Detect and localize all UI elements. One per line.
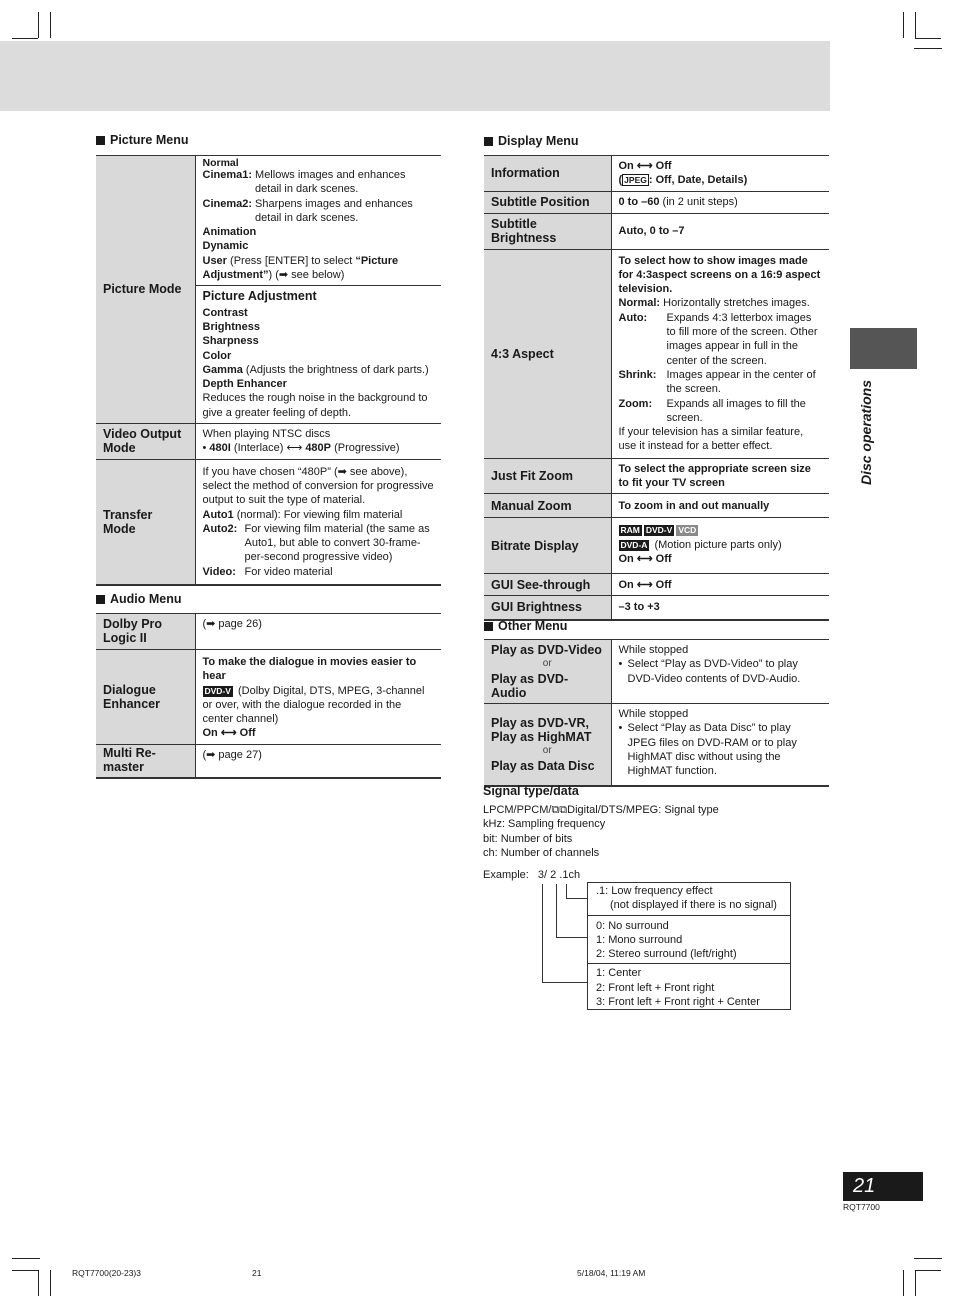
page-number: 21 bbox=[843, 1172, 923, 1201]
crop-mark bbox=[38, 12, 39, 38]
audio-menu-table bbox=[96, 613, 441, 779]
multi-remaster-label: Multi Re-master bbox=[96, 744, 195, 778]
side-tab-label: Disc operations bbox=[858, 380, 874, 486]
crop-mark bbox=[50, 12, 51, 38]
picture-menu-table bbox=[96, 155, 441, 586]
transfer-mode-row: Transfer Mode If you have chosen “480P” (➡ see above), select the method of conversion for progressive output to suit the type of material. Auto1 (normal): For viewing film material Auto2: For viewing film material (the same as Auto1, but able to convert 30-frame-per-second progressive video) Video: For video material bbox=[96, 459, 441, 585]
dolby-row: Dolby Pro Logic II (➡ page 26) bbox=[96, 614, 441, 650]
crop-mark bbox=[12, 1258, 40, 1259]
dvd-a-badge: DVD-A bbox=[620, 539, 648, 550]
picture-adjustment-row: Picture Adjustment Contrast Brightness Sharpness Color Gamma (Adjusts the brightness of dark parts.) Depth Enhancer Reduces the rough noise in the background to give a greater feeling of depth. bbox=[96, 286, 441, 424]
dvd-v-badge: DVD-V bbox=[645, 525, 673, 536]
footer-date: 5/18/04, 11:19 AM bbox=[577, 1268, 646, 1278]
manual-zoom-row: Manual Zoom To zoom in and out manually bbox=[484, 494, 829, 518]
play-dvd-video-row: Play as DVD-Video or Play as DVD-Audio While stopped • Select “Play as DVD-Video” to play DVD-Video contents of DVD-Audio. bbox=[484, 640, 829, 704]
gui-see-through-label: GUI See-through bbox=[484, 574, 611, 596]
subtitle-position-label: Subtitle Position bbox=[484, 192, 611, 214]
crop-mark bbox=[903, 12, 904, 38]
crop-mark bbox=[903, 1270, 904, 1296]
crop-mark bbox=[915, 1270, 941, 1271]
video-output-label: Video Output Mode bbox=[96, 424, 195, 460]
display-menu-heading: Display Menu bbox=[484, 134, 579, 148]
display-menu-table bbox=[484, 155, 829, 621]
audio-menu-heading: Audio Menu bbox=[96, 592, 182, 606]
picture-menu-heading: Picture Menu bbox=[96, 133, 189, 147]
subtitle-brightness-row: Subtitle Brightness Auto, 0 to –7 bbox=[484, 214, 829, 250]
footer-page: 21 bbox=[252, 1268, 262, 1278]
subtitle-position-row: Subtitle Position 0 to –60 (in 2 unit steps) bbox=[484, 192, 829, 214]
crop-mark bbox=[915, 1270, 916, 1296]
crop-mark bbox=[38, 1270, 39, 1296]
crop-mark bbox=[914, 48, 942, 49]
crop-mark bbox=[50, 1270, 51, 1296]
gui-see-through-row: GUI See-through On ⟷ Off bbox=[484, 574, 829, 596]
dvd-v-badge: DVD-V bbox=[204, 685, 231, 696]
gui-brightness-row: GUI Brightness –3 to +3 bbox=[484, 596, 829, 620]
transfer-mode-label: Transfer Mode bbox=[96, 459, 195, 585]
jpeg-badge: JPEG bbox=[624, 175, 647, 186]
aspect-label: 4:3 Aspect bbox=[484, 249, 611, 458]
picture-mode-label: Picture Mode bbox=[96, 156, 195, 424]
other-menu-table bbox=[484, 639, 829, 787]
model-code: RQT7700 bbox=[843, 1202, 880, 1212]
crop-mark bbox=[915, 12, 916, 38]
dialogue-row: Dialogue Enhancer To make the dialogue in movies easier to hear DVD-V (Dolby Digital, DTS, MPEG, 3-channel or over, with the dialogue recorded in the center channel) On ⟷ Off bbox=[96, 650, 441, 745]
side-tab-marker bbox=[850, 328, 917, 369]
bitrate-row: Bitrate Display RAM DVD-V VCD DVD-A (Motion picture parts only) On ⟷ Off bbox=[484, 518, 829, 574]
crop-mark bbox=[12, 38, 38, 39]
dialogue-label: Dialogue Enhancer bbox=[96, 650, 195, 745]
just-fit-row: Just Fit Zoom To select the appropriate screen size to fit your TV screen bbox=[484, 458, 829, 494]
aspect-row: 4:3 Aspect To select how to show images made for 4:3aspect screens on a 16:9 aspect television. Normal: Horizontally stretches images. Auto: Expands 4:3 letterbox images to fill more of the screen. Other images appear in full in the center of the screen. Shrink: Images appear in the center of the screen. Zoom: Expands all images to fill the screen. If your television has a similar feature, use it instead for a better effect. bbox=[484, 249, 829, 458]
video-output-row: Video Output Mode When playing NTSC discs • 480I (Interlace) ⟷ 480P (Progressive) bbox=[96, 424, 441, 460]
vcd-badge: VCD bbox=[678, 525, 697, 536]
signal-diagram-box: .1: Low frequency effect (not displayed if there is no signal) 0: No surround 1: Mono surround 2: Stereo surround (left/right) 1: Center 2: Front left + Front right 3: Front left + Front right + Center bbox=[587, 882, 791, 1010]
just-fit-label: Just Fit Zoom bbox=[484, 458, 611, 494]
dolby-label: Dolby Pro Logic II bbox=[96, 614, 195, 650]
multi-remaster-row: Multi Re-master (➡ page 27) bbox=[96, 744, 441, 778]
crop-mark bbox=[12, 1270, 38, 1271]
footer-file: RQT7700(20-23)3 bbox=[72, 1268, 141, 1278]
ram-badge: RAM bbox=[620, 525, 640, 536]
other-menu-heading: Other Menu bbox=[484, 619, 567, 633]
information-row: Information On ⟷ Off ( JPEG : Off, Date, Details) bbox=[484, 156, 829, 192]
crop-mark bbox=[914, 1258, 942, 1259]
bitrate-label: Bitrate Display bbox=[484, 518, 611, 574]
play-data-disc-row: Play as DVD-VR, Play as HighMAT or Play as Data Disc While stopped • Select “Play as Data Disc” to play JPEG files on DVD-RAM or to play HighMAT disc without using the HighMAT function. bbox=[484, 704, 829, 786]
signal-example: Example: 3/ 2 .1ch bbox=[483, 869, 581, 881]
header-band bbox=[0, 41, 830, 111]
crop-mark bbox=[915, 38, 941, 39]
information-label: Information bbox=[484, 156, 611, 192]
signal-type-title: Signal type/data bbox=[483, 784, 579, 798]
manual-zoom-label: Manual Zoom bbox=[484, 494, 611, 518]
gui-brightness-label: GUI Brightness bbox=[484, 596, 611, 620]
picture-mode-row: Picture Mode Normal Cinema1: Mellows images and enhances detail in dark scenes. Cinema2: Sharpens images and enhances detail in dark scenes. Animation Dynamic User (Press [ENTER] to select “Picture Adjustment”) (➡ see below) bbox=[96, 156, 441, 286]
signal-type-section: Signal type/data LPCM/PPCM/⧉⧉Digital/DTS/MPEG: Signal type kHz: Sampling frequency bit: Number of bits ch: Number of channels bbox=[483, 784, 719, 859]
subtitle-brightness-label: Subtitle Brightness bbox=[484, 214, 611, 250]
